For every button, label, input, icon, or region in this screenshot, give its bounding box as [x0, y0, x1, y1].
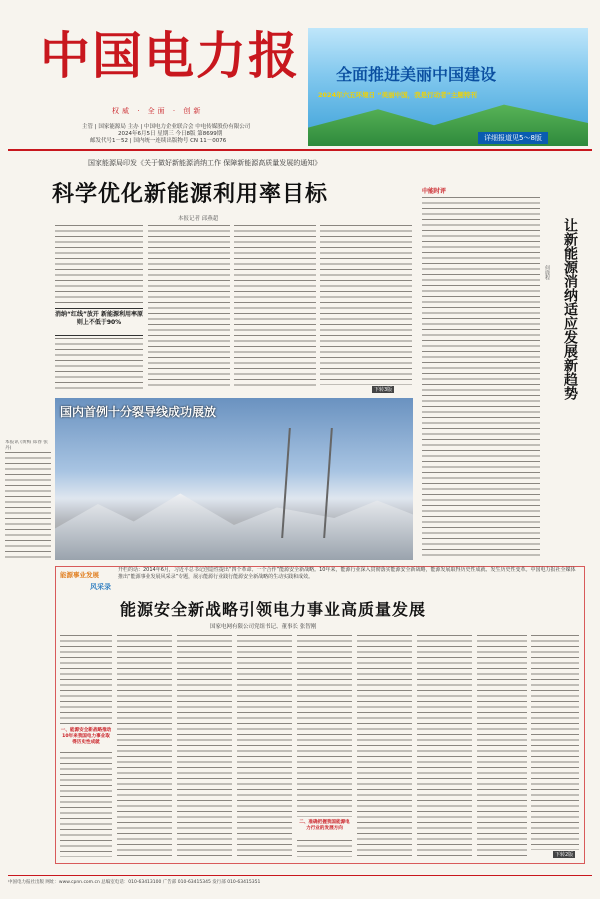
lead-body-col-3: [234, 225, 316, 390]
environment-day-banner[interactable]: [308, 28, 588, 146]
photo-title: 国内首例十分裂导线成功展放: [60, 405, 217, 419]
edition-line: 2024年6月5日 星期三 今日8版 第8699期: [118, 131, 223, 137]
feature-banner-bottom: 风采录: [90, 583, 111, 591]
feature-headline[interactable]: 能源安全新战略引领电力事业高质量发展: [120, 600, 427, 619]
photo-caption-lead: 本报讯 (黄梅 郑春 张丹): [5, 440, 48, 451]
commentary-title[interactable]: 让新能源消纳适应发展新趋势: [562, 218, 578, 400]
snow-mountain: [55, 490, 413, 560]
lead-continued-mark: 下转3版: [374, 387, 393, 393]
lead-byline: 本报记者 邱燕超: [178, 216, 219, 222]
feature-body-col-1: [60, 635, 112, 725]
commentary-body: [422, 197, 540, 559]
lead-kicker: 国家能源局印发《关于做好新能源消纳工作 保障新能源高质量发展的通知》: [88, 159, 322, 167]
banner-link[interactable]: 详细报道见5～8版: [478, 132, 548, 144]
feature-banner-top: 能源事业发展: [60, 571, 99, 579]
banner-title: 全面推进美丽中国建设: [336, 65, 497, 84]
masthead-slogan: 权威 · 全面 · 创新: [112, 107, 204, 115]
commentary-author: 何鹿程: [544, 265, 550, 280]
postal-line: 邮发代号1－52 | 国内统一连续出版物号 CN 11－0076: [90, 138, 227, 144]
sponsor-line: 主管 | 国家能源局 主办 | 中国电力企业联合会 中电传媒股份有限公司: [82, 124, 251, 130]
feature-body-col-7: [417, 635, 472, 857]
banner-subtitle: 2024年六五环境日 “美丽中国，我是行动者”主题特刊: [318, 91, 477, 99]
commentary-label: 中能时评: [422, 188, 447, 195]
lead-body-col-1: [55, 225, 143, 305]
lead-body-col-2: [148, 225, 230, 390]
feature-subhead-1: 一、能源安全新战略推动10年来我国电力事业取得历史性成就: [60, 728, 112, 745]
feature-body-col-2: [117, 635, 172, 857]
lead-body-col-4: [320, 225, 412, 385]
lead-subhead: 消纳“红线”放开 新能源利用率原则上不低于90%: [55, 308, 143, 336]
feature-subhead-2: 二、准确把握我国能源电力行业的发展方向: [299, 820, 350, 831]
feature-continued-mark: 下转2版: [555, 852, 574, 858]
feature-body-col-5b: [297, 840, 352, 857]
feature-body-col-6: [357, 635, 412, 857]
feature-lead: 开栏的话：2014年6月，习近平总书记创造性提出“四个革命、一个合作”能源安全新战略。10年来，能源行业深入贯彻落实能源安全新战略，能源发展取得历史性成就、发生历史性变革。中国电力报社全媒体推出“能源事业发展风采录”专题，展示能源行业践行能源安全新战略的生动实践和成效。: [118, 567, 576, 580]
feature-byline: 国家电网有限公司党组书记、董事长 张智刚: [210, 624, 317, 630]
lead-headline[interactable]: 科学优化新能源利用率目标: [52, 181, 329, 207]
pylon: [281, 428, 333, 538]
feature-body-col-1b: [60, 752, 112, 857]
photo-caption-body: [5, 452, 51, 558]
lead-body-col-1b: [55, 338, 143, 390]
transmission-line-photo[interactable]: [55, 398, 413, 560]
feature-body-col-8: [477, 635, 527, 857]
page-footer: 中国电力报社出版 网址：www.cpnn.com.cn 总编室电话：010-63413100 广告部 010-63415345 发行部 010-63415351: [8, 875, 592, 885]
feature-body-col-3: [177, 635, 232, 857]
masthead-rule: [8, 149, 592, 151]
feature-body-col-9: [531, 635, 579, 850]
feature-body-col-4: [237, 635, 292, 857]
feature-body-col-5: [297, 635, 352, 817]
masthead-logo: 中国电力报: [40, 26, 300, 85]
